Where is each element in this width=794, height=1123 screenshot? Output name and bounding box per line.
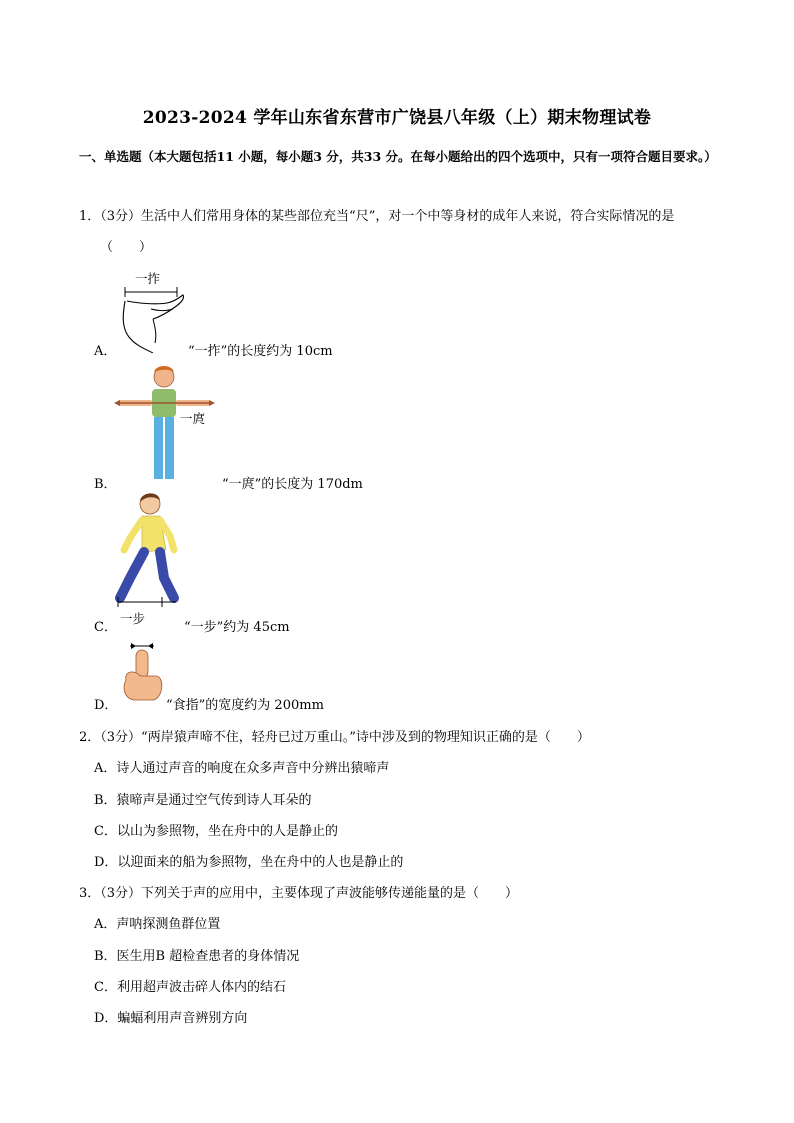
option-2d: D．以迎面来的船为参照物，坐在舟中的人也是静止的 <box>94 855 404 870</box>
question-2-stem: 2．（3分）“两岸猿声啼不住，轻舟已过万重山。”诗中涉及到的物理知识正确的是（ ） <box>79 730 590 745</box>
option-2c: C．以山为参照物，坐在舟中的人是静止的 <box>94 824 338 839</box>
option-1d-text: “食指”的宽度约为 200mm <box>166 698 324 713</box>
option-3c: C．利用超声波击碎人体内的结石 <box>94 980 286 995</box>
question-1-stem: 1．（3分）生活中人们常用身体的某些部位充当“尺”，对一个中等身材的成年人来说，符合实际情况的是 <box>79 209 675 224</box>
option-3b: B．医生用B 超检查患者的身体情况 <box>94 949 300 964</box>
section-heading: 一、单选题（本大题包括11 小题，每小题3 分，共33 分。在每小题给出的四个选项中，只有一项符合题目要求。） <box>79 149 717 164</box>
option-1b-text: “一庹”的长度为 170dm <box>222 477 363 492</box>
index-finger-figure <box>118 640 166 704</box>
option-1a-text: “一拃”的长度约为 10cm <box>188 344 333 359</box>
option-3d: D．蝙蝠利用声音辨别方向 <box>94 1011 248 1026</box>
exam-title: 2023-2024 学年山东省东营市广饶县八年级（上）期末物理试卷 <box>142 108 652 128</box>
fig-label-step: 一步 <box>120 611 146 626</box>
fig-label-span: 一拃 <box>135 271 161 286</box>
option-2a: A．诗人通过声音的响度在众多声音中分辨出猿啼声 <box>94 761 390 776</box>
option-1a-letter: A． <box>94 344 117 359</box>
option-1d-letter: D． <box>94 698 118 713</box>
question-1-paren: （ ） <box>100 240 153 255</box>
option-3a: A．声呐探测鱼群位置 <box>94 917 221 932</box>
question-3-stem: 3．（3分）下列关于声的应用中，主要体现了声波能够传递能量的是（ ） <box>79 886 519 901</box>
option-1c-letter: C． <box>94 620 117 635</box>
option-2b: B．猿啼声是通过空气传到诗人耳朵的 <box>94 793 312 808</box>
option-1c-text: “一步”约为 45cm <box>184 620 290 635</box>
fig-label-armspan: 一庹 <box>180 411 206 426</box>
option-1b-letter: B． <box>94 477 117 492</box>
walking-person-figure <box>114 490 182 615</box>
